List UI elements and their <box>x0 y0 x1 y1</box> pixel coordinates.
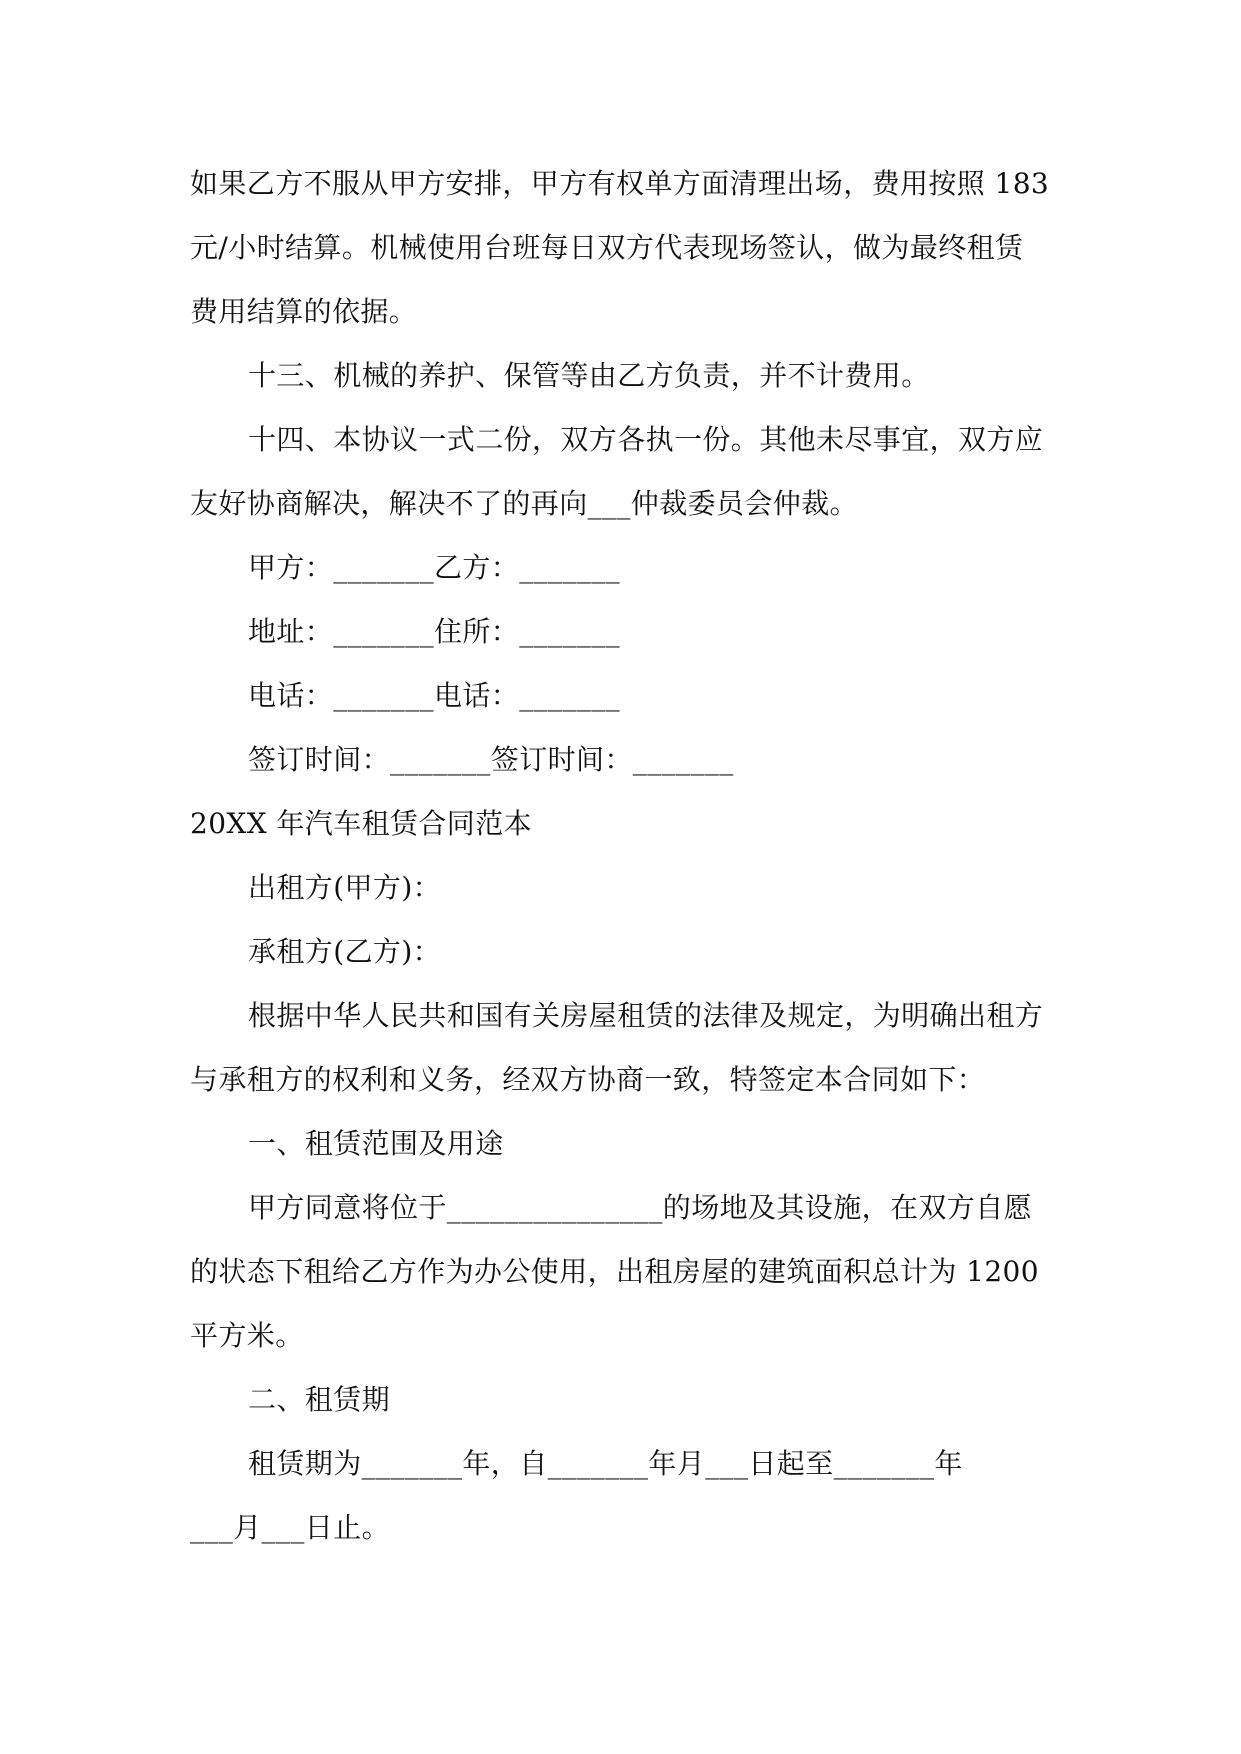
signing-date-line: 签订时间：_______签订时间：_______ <box>248 743 734 776</box>
clause-13: 十三、机械的养护、保管等由乙方负责，并不计费用。 <box>248 359 930 392</box>
address-line: 地址：_______住所：_______ <box>248 615 621 648</box>
document-title: 20XX 年汽车租赁合同范本 <box>190 807 532 840</box>
paragraph-line: 友好协商解决，解决不了的再向___仲裁委员会仲裁。 <box>190 487 859 520</box>
paragraph-line: 平方米。 <box>190 1319 304 1352</box>
section-heading-2: 二、租赁期 <box>248 1383 391 1416</box>
paragraph-line: 甲方同意将位于_______________的场地及其设施，在双方自愿 <box>248 1191 1033 1224</box>
paragraph-line: 费用结算的依据。 <box>190 295 418 328</box>
paragraph-line: 与承租方的权利和义务，经双方协商一致，特签定本合同如下： <box>190 1063 986 1096</box>
phone-line: 电话：_______电话：_______ <box>248 679 621 712</box>
clause-14: 十四、本协议一式二份，双方各执一份。其他未尽事宜，双方应 <box>248 423 1044 456</box>
lessee-line: 承租方(乙方)： <box>248 935 442 968</box>
lessor-line: 出租方(甲方)： <box>248 871 442 904</box>
paragraph-line: 元/小时结算。机械使用台班每日双方代表现场签认，做为最终租赁 <box>190 231 1024 264</box>
paragraph-line: ___月___日止。 <box>190 1511 391 1544</box>
paragraph-line: 租赁期为_______年，自_______年月___日起至_______年 <box>248 1447 963 1480</box>
paragraph-line: 如果乙方不服从甲方安排，甲方有权单方面清理出场，费用按照 183 <box>190 167 1050 200</box>
section-heading-1: 一、租赁范围及用途 <box>248 1127 504 1160</box>
preamble-line: 根据中华人民共和国有关房屋租赁的法律及规定，为明确出租方 <box>248 999 1044 1032</box>
party-a-line: 甲方：_______乙方：_______ <box>248 551 621 584</box>
paragraph-line: 的状态下租给乙方作为办公使用，出租房屋的建筑面积总计为 1200 <box>190 1255 1039 1288</box>
